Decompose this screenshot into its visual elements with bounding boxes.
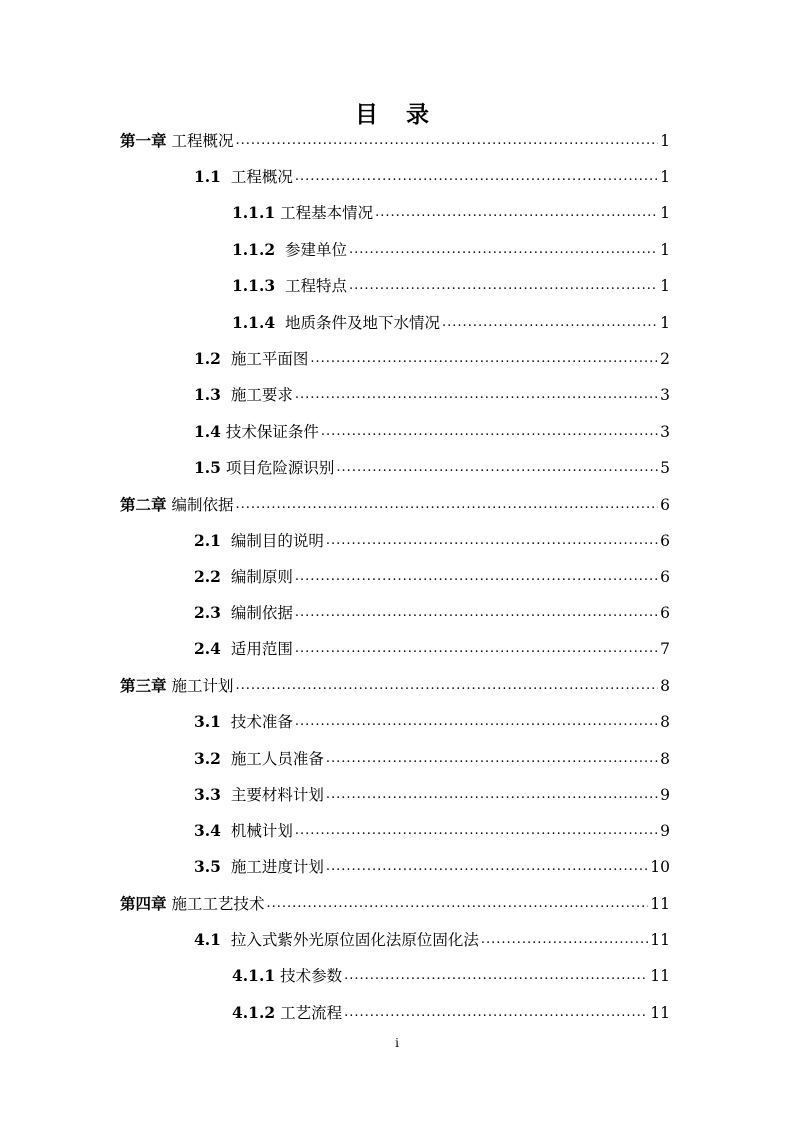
toc-entry-1-3[interactable] bbox=[194, 381, 670, 405]
toc-page-number: 5 bbox=[660, 459, 670, 477]
toc-number: 2.1 bbox=[194, 531, 221, 550]
toc-page-number: 11 bbox=[650, 967, 670, 985]
toc-text: 工程基本情况 bbox=[280, 204, 374, 222]
toc-text: 编制原则 bbox=[230, 568, 293, 586]
toc-entry-4-1-2[interactable] bbox=[232, 999, 670, 1023]
toc-entry-chapter-2[interactable] bbox=[120, 491, 670, 515]
toc-page-number: 9 bbox=[660, 822, 670, 840]
toc-number: 1.2 bbox=[194, 349, 221, 368]
toc-text: 参建单位 bbox=[285, 241, 348, 259]
toc-leader bbox=[295, 567, 658, 587]
toc-leader bbox=[235, 676, 658, 696]
toc-entry-chapter-3[interactable] bbox=[120, 672, 670, 696]
toc-text: 施工工艺技术 bbox=[171, 895, 265, 913]
toc-title: 目 录 bbox=[354, 101, 439, 128]
toc-text: 工艺流程 bbox=[280, 1004, 343, 1022]
toc-leader bbox=[349, 276, 658, 296]
toc-leader bbox=[295, 639, 658, 659]
toc-leader bbox=[310, 349, 658, 369]
toc-leader bbox=[295, 603, 658, 623]
toc-page-number: 10 bbox=[650, 858, 670, 876]
toc-page-number: 11 bbox=[650, 1004, 670, 1022]
toc-number: 3.1 bbox=[194, 712, 221, 731]
toc-page-number: 1 bbox=[660, 277, 670, 295]
toc-text: 编制目的说明 bbox=[230, 532, 324, 550]
toc-leader bbox=[295, 712, 658, 732]
toc-page-number: 1 bbox=[660, 314, 670, 332]
toc-number: 1.1.4 bbox=[232, 313, 276, 332]
toc-page-number: 6 bbox=[660, 496, 670, 514]
toc-number: 2.4 bbox=[194, 639, 221, 658]
toc-number: 1.1 bbox=[194, 167, 221, 186]
toc-text: 项目危险源识别 bbox=[225, 459, 335, 477]
toc-leader bbox=[295, 385, 658, 405]
toc-entry-1-1-2[interactable] bbox=[232, 236, 670, 260]
toc-page-number: 8 bbox=[660, 713, 670, 731]
toc-entry-3-5[interactable] bbox=[194, 853, 670, 877]
toc-text: 主要材料计划 bbox=[230, 786, 324, 804]
toc-text: 编制依据 bbox=[171, 496, 234, 514]
toc-page-number: 3 bbox=[660, 386, 670, 404]
toc-text: 施工进度计划 bbox=[230, 858, 324, 876]
toc-text: 技术保证条件 bbox=[225, 423, 319, 441]
toc-leader bbox=[266, 894, 648, 914]
toc-text: 施工要求 bbox=[230, 386, 293, 404]
toc-number: 第一章 bbox=[120, 131, 167, 150]
toc-text: 机械计划 bbox=[230, 822, 293, 840]
toc-entry-3-3[interactable] bbox=[194, 781, 670, 805]
toc-leader bbox=[481, 930, 648, 950]
toc-entry-2-2[interactable] bbox=[194, 563, 670, 587]
toc-entry-1-1[interactable] bbox=[194, 163, 670, 187]
toc-leader bbox=[336, 458, 658, 478]
toc-leader bbox=[349, 240, 658, 260]
toc-leader bbox=[235, 131, 658, 151]
toc-text: 施工人员准备 bbox=[230, 750, 324, 768]
toc-text: 拉入式紫外光原位固化法原位固化法 bbox=[230, 931, 479, 949]
toc-entry-2-3[interactable] bbox=[194, 599, 670, 623]
toc-text: 适用范围 bbox=[230, 640, 293, 658]
toc-entry-1-1-1[interactable] bbox=[232, 199, 670, 223]
page-number-footer: i bbox=[395, 1036, 399, 1050]
toc-page-number: 1 bbox=[660, 241, 670, 259]
toc-number: 1.4 bbox=[194, 422, 221, 441]
toc-page-number: 11 bbox=[650, 931, 670, 949]
toc-page-number: 6 bbox=[660, 604, 670, 622]
toc-number: 3.2 bbox=[194, 749, 221, 768]
toc-page-number: 6 bbox=[660, 568, 670, 586]
toc-number: 4.1.2 bbox=[232, 1003, 276, 1022]
toc-number: 2.2 bbox=[194, 567, 221, 586]
toc-leader bbox=[375, 203, 658, 223]
toc-text: 施工平面图 bbox=[230, 350, 309, 368]
toc-page-number: 2 bbox=[660, 350, 670, 368]
toc-leader bbox=[295, 821, 658, 841]
toc-leader bbox=[326, 857, 648, 877]
toc-page-number: 11 bbox=[650, 895, 670, 913]
toc-entry-1-1-4[interactable] bbox=[232, 309, 670, 333]
toc-text: 工程概况 bbox=[171, 132, 234, 150]
toc-page-number: 6 bbox=[660, 532, 670, 550]
toc-entry-chapter-4[interactable] bbox=[120, 890, 670, 914]
toc-number: 3.5 bbox=[194, 857, 221, 876]
toc-entry-2-1[interactable] bbox=[194, 527, 670, 551]
toc-page-number: 1 bbox=[660, 132, 670, 150]
toc-page-number: 8 bbox=[660, 750, 670, 768]
toc-number: 1.5 bbox=[194, 458, 221, 477]
toc-text: 技术准备 bbox=[230, 713, 293, 731]
toc-text: 编制依据 bbox=[230, 604, 293, 622]
toc-leader bbox=[344, 1003, 648, 1023]
toc-entry-3-1[interactable] bbox=[194, 708, 670, 732]
toc-entry-4-1[interactable] bbox=[194, 926, 670, 950]
toc-entry-1-2[interactable] bbox=[194, 345, 670, 369]
toc-entry-1-4[interactable] bbox=[194, 418, 670, 442]
toc-page-number: 1 bbox=[660, 168, 670, 186]
toc-page-number: 3 bbox=[660, 423, 670, 441]
toc-leader bbox=[326, 785, 658, 805]
toc-number: 第三章 bbox=[120, 676, 167, 695]
toc-entry-3-2[interactable] bbox=[194, 745, 670, 769]
toc-leader bbox=[321, 422, 658, 442]
toc-leader bbox=[326, 749, 658, 769]
toc-leader bbox=[344, 966, 648, 986]
toc-number: 1.1.1 bbox=[232, 203, 276, 222]
toc-entry-chapter-1[interactable] bbox=[120, 127, 670, 151]
toc-entry-2-4[interactable] bbox=[194, 635, 670, 659]
toc-page-number: 8 bbox=[660, 677, 670, 695]
toc-text: 施工计划 bbox=[171, 677, 234, 695]
toc-page-number: 7 bbox=[660, 640, 670, 658]
toc-number: 4.1 bbox=[194, 930, 221, 949]
toc-number: 3.3 bbox=[194, 785, 221, 804]
toc-number: 3.4 bbox=[194, 821, 221, 840]
toc-leader bbox=[295, 167, 658, 187]
toc-number: 4.1.1 bbox=[232, 966, 276, 985]
toc-entry-1-5[interactable] bbox=[194, 454, 670, 478]
toc-number: 2.3 bbox=[194, 603, 221, 622]
toc-entry-3-4[interactable] bbox=[194, 817, 670, 841]
toc-number: 1.1.2 bbox=[232, 240, 276, 259]
toc-number: 1.1.3 bbox=[232, 276, 276, 295]
toc-leader bbox=[235, 495, 658, 515]
toc-number: 第四章 bbox=[120, 894, 167, 913]
toc-number: 第二章 bbox=[120, 495, 167, 514]
toc-page-number: 9 bbox=[660, 786, 670, 804]
toc-leader bbox=[326, 531, 658, 551]
toc-text: 工程特点 bbox=[285, 277, 348, 295]
toc-entry-4-1-1[interactable] bbox=[232, 962, 670, 986]
toc-text: 工程概况 bbox=[230, 168, 293, 186]
toc-leader bbox=[442, 313, 658, 333]
toc-number: 1.3 bbox=[194, 385, 221, 404]
toc-entry-1-1-3[interactable] bbox=[232, 272, 670, 296]
toc-page-number: 1 bbox=[660, 204, 670, 222]
toc-text: 技术参数 bbox=[280, 967, 343, 985]
toc-text: 地质条件及地下水情况 bbox=[285, 314, 441, 332]
